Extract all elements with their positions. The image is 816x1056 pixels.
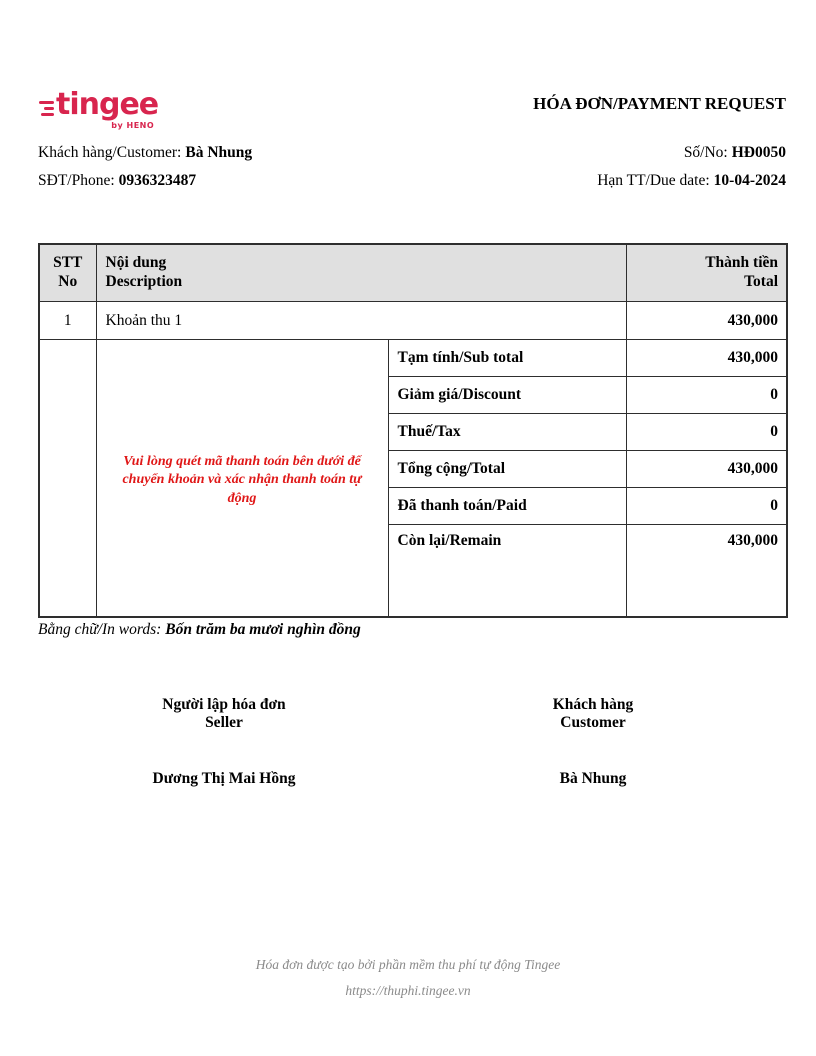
document-title: HÓA ĐƠN/PAYMENT REQUEST: [533, 94, 786, 113]
discount-label: Giảm giá/Discount: [388, 377, 626, 414]
amount-in-words: [38, 621, 361, 639]
invoice-number: HĐ0050: [731, 144, 786, 161]
logo-speed-lines-icon: [38, 101, 54, 116]
remain-value: 430,000: [626, 525, 787, 618]
discount-value: 0: [626, 377, 787, 414]
remain-label: Còn lại/Remain: [388, 525, 626, 618]
in-words-value: Bốn trăm ba mươi nghìn đồng: [165, 621, 361, 638]
customer-line: [38, 144, 252, 162]
footer-url: https://thuphi.tingee.vn: [345, 983, 471, 998]
tax-label: Thuế/Tax: [388, 414, 626, 451]
due-date-line: [597, 172, 786, 190]
customer-signature-name: Bà Nhung: [559, 770, 627, 787]
invoice-number-line: [684, 144, 786, 162]
footer: [0, 957, 816, 999]
seller-name: Dương Thị Mai Hồng: [152, 770, 296, 787]
total-label: Tổng cộng/Total: [388, 451, 626, 488]
invoice-number-label: Số/No:: [683, 144, 728, 161]
tingee-logo: [38, 87, 159, 130]
item-no: 1: [39, 302, 96, 340]
invoice-table: [38, 243, 788, 618]
footer-note: Hóa đơn được tạo bởi phần mềm thu phí tự động Tingee: [255, 957, 561, 972]
subtotal-label: Tạm tính/Sub total: [388, 340, 626, 377]
tax-value: 0: [626, 414, 787, 451]
table-row: [39, 302, 787, 340]
customer-signature-block: [483, 696, 703, 788]
customer-title-en: Customer: [560, 714, 626, 731]
payment-note: Vui lòng quét mã thanh toán bên dưới để chuyển khoản và xác nhận thanh toán tự động: [96, 340, 388, 618]
total-value: 430,000: [626, 451, 787, 488]
column-header-total: Thành tiền Total: [626, 244, 787, 302]
due-date-label: Hạn TT/Due date:: [597, 172, 710, 189]
seller-signature-block: [114, 696, 334, 788]
customer-title-vi: Khách hàng: [552, 696, 634, 713]
item-amount: 430,000: [626, 302, 787, 340]
column-header-no: STT No: [39, 244, 96, 302]
phone-number: 0936323487: [118, 172, 197, 189]
paid-value: 0: [626, 488, 787, 525]
logo-wordmark: tingee: [56, 87, 159, 122]
logo-tagline: by HENO: [111, 121, 155, 130]
subtotal-value: 430,000: [626, 340, 787, 377]
column-header-description: Nội dung Description: [96, 244, 626, 302]
phone-label: SĐT/Phone:: [38, 172, 115, 189]
paid-label: Đã thanh toán/Paid: [388, 488, 626, 525]
empty-no-cell: [39, 340, 96, 618]
phone-line: [38, 172, 196, 190]
summary-row-subtotal: [39, 340, 787, 377]
due-date: 10-04-2024: [713, 172, 786, 189]
item-description: Khoản thu 1: [96, 302, 626, 340]
in-words-label: Bằng chữ/In words:: [38, 621, 162, 638]
seller-title-en: Seller: [205, 714, 243, 731]
seller-title-vi: Người lập hóa đơn: [162, 696, 286, 713]
table-header-row: [39, 244, 787, 302]
customer-label: Khách hàng/Customer:: [38, 144, 182, 161]
customer-name: Bà Nhung: [185, 144, 253, 161]
